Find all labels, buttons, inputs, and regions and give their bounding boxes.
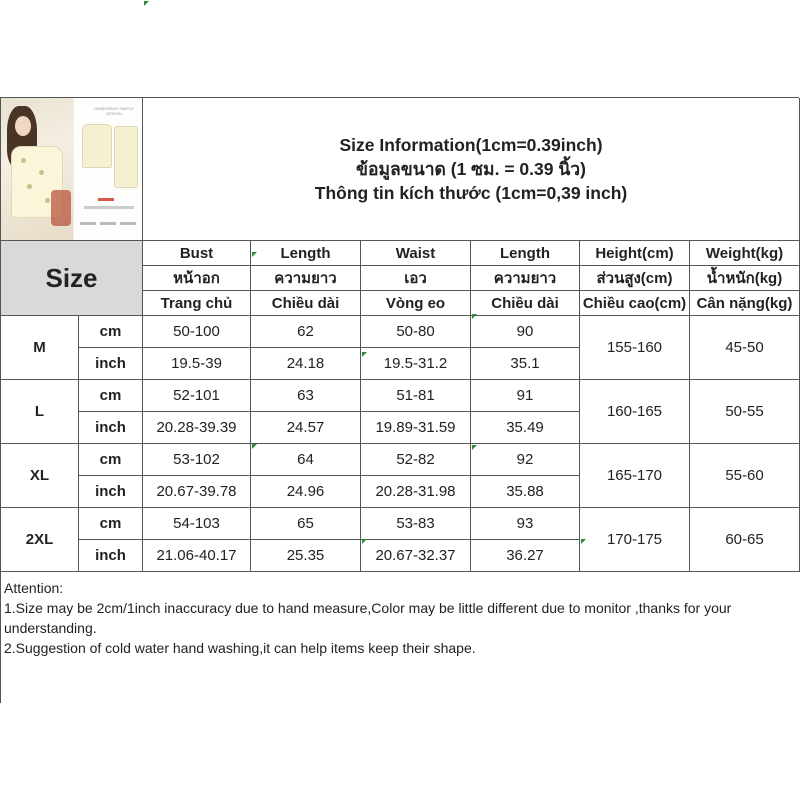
unit-label-cm: cm — [79, 508, 143, 540]
cell-marker-icon — [362, 352, 367, 357]
size-chart-table — [0, 97, 799, 703]
height-cell: 160-165 — [580, 380, 690, 444]
measurement-cell: 36.27 — [471, 540, 580, 572]
column-header-th: น้ำหนัก(kg) — [690, 266, 800, 291]
weight-cell: 60-65 — [690, 508, 800, 572]
measurement-cell: 24.96 — [251, 476, 361, 508]
cell-marker-icon — [362, 539, 367, 544]
unit-label-inch: inch — [79, 348, 143, 380]
photo-icon — [1, 98, 73, 241]
attention-heading: Attention: — [4, 580, 64, 596]
column-header-vi: Chiều cao(cm) — [580, 291, 690, 316]
measurement-cell: 65 — [251, 508, 361, 540]
column-header-vi: Chiều dài — [471, 291, 580, 316]
cell-marker-icon — [144, 1, 149, 6]
size-label: M — [1, 316, 79, 380]
measurement-cell: 52-82 — [361, 444, 471, 476]
measurement-cell: 24.18 — [251, 348, 361, 380]
measurement-cell: 92 — [471, 444, 580, 476]
size-label: 2XL — [1, 508, 79, 572]
column-header-vi: Chiều dài — [251, 291, 361, 316]
title-thai: ข้อมูลขนาด (1 ซม. = 0.39 นิ้ว) — [356, 159, 586, 179]
measurement-cell: 91 — [471, 380, 580, 412]
measurement-cell: 35.1 — [471, 348, 580, 380]
weight-cell: 50-55 — [690, 380, 800, 444]
cell-marker-icon — [252, 444, 257, 449]
product-caption: HOMEWEAR SIMPLE DESIGN — [94, 106, 134, 116]
measurement-cell: 19.5-39 — [143, 348, 251, 380]
measurement-cell: 53-83 — [361, 508, 471, 540]
measurement-cell: 52-101 — [143, 380, 251, 412]
measurement-cell: 93 — [471, 508, 580, 540]
cell-marker-icon — [472, 314, 477, 319]
column-header-th: ความยาว — [471, 266, 580, 291]
measurement-cell: 50-100 — [143, 316, 251, 348]
column-header-en: Weight(kg) — [690, 241, 800, 266]
column-header-vi: Trang chủ — [143, 291, 251, 316]
column-header-en: Length — [471, 241, 580, 266]
unit-label-cm: cm — [79, 444, 143, 476]
column-header-th: ความยาว — [251, 266, 361, 291]
product-thumbnail — [1, 98, 143, 241]
measurement-cell: 35.49 — [471, 412, 580, 444]
unit-label-cm: cm — [79, 380, 143, 412]
cell-marker-icon — [252, 252, 257, 257]
height-cell: 165-170 — [580, 444, 690, 508]
measurement-cell: 20.67-32.37 — [361, 540, 471, 572]
measurement-cell: 50-80 — [361, 316, 471, 348]
column-header-en: Length — [251, 241, 361, 266]
column-header-en: Height(cm) — [580, 241, 690, 266]
height-cell: 170-175 — [580, 508, 690, 572]
column-header-vi: Cân nặng(kg) — [690, 291, 800, 316]
measurement-cell: 54-103 — [143, 508, 251, 540]
pajama-product-icon — [73, 98, 143, 241]
column-header-en: Bust — [143, 241, 251, 266]
measurement-cell: 25.35 — [251, 540, 361, 572]
title-vietnamese: Thông tin kích thước (1cm=0,39 inch) — [314, 183, 628, 203]
weight-cell: 55-60 — [690, 444, 800, 508]
measurement-cell: 19.89-31.59 — [361, 412, 471, 444]
title-english: Size Information(1cm=0.39inch) — [339, 135, 603, 155]
attention-note — [1, 575, 799, 703]
column-header-vi: Vòng eo — [361, 291, 471, 316]
attention-line-1: 1.Size may be 2cm/1inch inaccuracy due to hand measure,Color may be little different due to monitor ,thanks for your understanding. — [4, 600, 732, 636]
column-header-th: เอว — [361, 266, 471, 291]
size-label: L — [1, 380, 79, 444]
unit-label-inch: inch — [79, 476, 143, 508]
cell-marker-icon — [472, 445, 477, 450]
measurement-cell: 35.88 — [471, 476, 580, 508]
measurement-cell: 24.57 — [251, 412, 361, 444]
column-header-th: หน้าอก — [143, 266, 251, 291]
unit-label-inch: inch — [79, 540, 143, 572]
weight-cell: 45-50 — [690, 316, 800, 380]
attention-line-2: 2.Suggestion of cold water hand washing,it can help items keep their shape. — [4, 640, 476, 656]
measurement-cell: 62 — [251, 316, 361, 348]
unit-label-inch: inch — [79, 412, 143, 444]
measurement-cell: 51-81 — [361, 380, 471, 412]
size-information-title — [143, 98, 800, 241]
measurement-cell: 20.28-31.98 — [361, 476, 471, 508]
cell-marker-icon — [581, 539, 586, 544]
measurement-cell: 20.67-39.78 — [143, 476, 251, 508]
size-label: XL — [1, 444, 79, 508]
measurement-cell: 20.28-39.39 — [143, 412, 251, 444]
size-header: Size — [1, 241, 143, 316]
column-header-en: Waist — [361, 241, 471, 266]
measurement-cell: 63 — [251, 380, 361, 412]
measurement-cell: 64 — [251, 444, 361, 476]
measurement-cell: 21.06-40.17 — [143, 540, 251, 572]
unit-label-cm: cm — [79, 316, 143, 348]
column-header-th: ส่วนสูง(cm) — [580, 266, 690, 291]
measurement-cell: 19.5-31.2 — [361, 348, 471, 380]
measurement-cell: 90 — [471, 316, 580, 348]
measurement-cell: 53-102 — [143, 444, 251, 476]
height-cell: 155-160 — [580, 316, 690, 380]
